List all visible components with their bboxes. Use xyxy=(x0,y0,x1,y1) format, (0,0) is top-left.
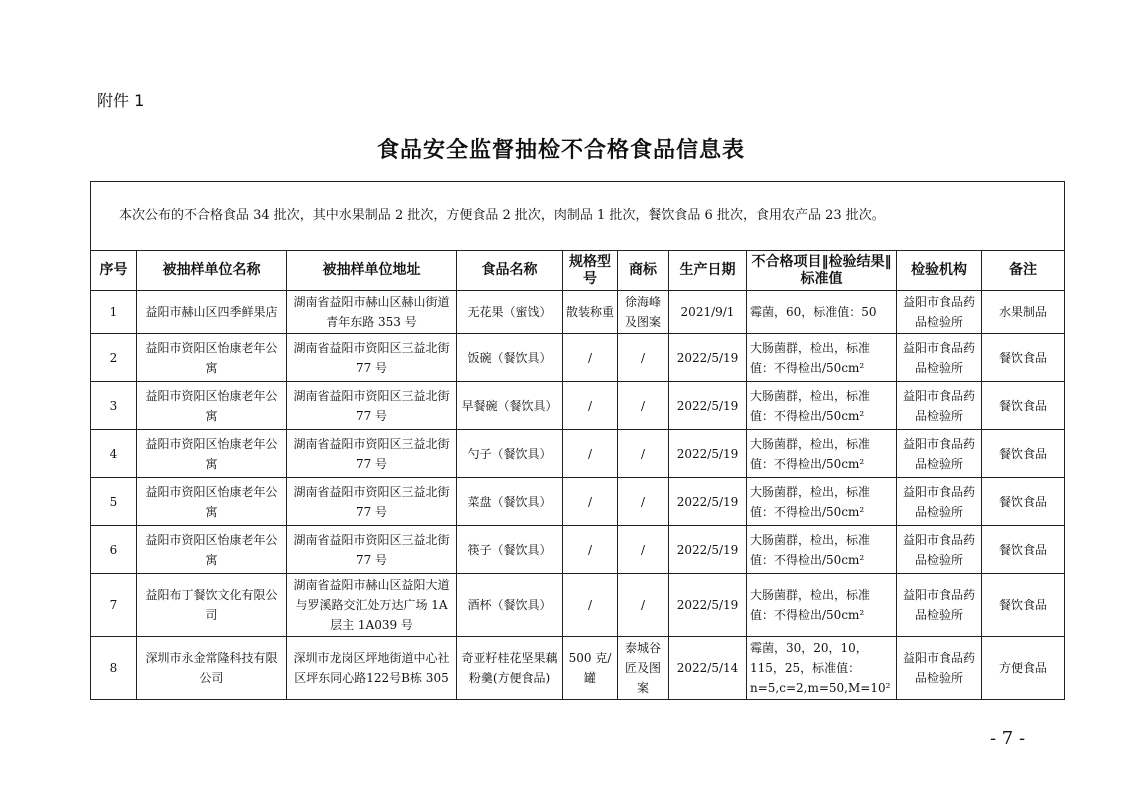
cell-unit-name: 深圳市永金常隆科技有限公司 xyxy=(137,637,287,700)
cell-index: 8 xyxy=(91,637,137,700)
cell-failed-item: 霉菌，60，标准值：50 xyxy=(747,291,897,334)
column-header: 被抽样单位地址 xyxy=(287,251,457,291)
cell-food-name: 奇亚籽桂花坚果藕粉羹(方便食品) xyxy=(457,637,563,700)
cell-failed-item: 大肠菌群，检出，标准值：不得检出/50cm² xyxy=(747,430,897,478)
cell-unit-address: 深圳市龙岗区坪地街道中心社区坪东同心路122号B栋 305 xyxy=(287,637,457,700)
cell-inspection-agency: 益阳市食品药品检验所 xyxy=(897,334,982,382)
cell-trademark: 徐海峰及图案 xyxy=(618,291,669,334)
table-row xyxy=(91,574,1065,637)
cell-unit-name: 益阳市资阳区怡康老年公寓 xyxy=(137,382,287,430)
attachment-label: 附件 1 xyxy=(97,91,145,110)
summary-text: 本次公布的不合格食品 34 批次，其中水果制品 2 批次，方便食品 2 批次，肉制品 1 批次，餐饮食品 6 批次，食用农产品 23 批次。 xyxy=(91,182,1065,251)
cell-food-name: 勺子（餐饮具） xyxy=(457,430,563,478)
cell-unit-address: 湖南省益阳市赫山区赫山街道青年东路 353 号 xyxy=(287,291,457,334)
table-row xyxy=(91,526,1065,574)
cell-remark: 餐饮食品 xyxy=(982,382,1065,430)
cell-production-date: 2022/5/19 xyxy=(669,478,747,526)
cell-food-name: 酒杯（餐饮具） xyxy=(457,574,563,637)
cell-inspection-agency: 益阳市食品药品检验所 xyxy=(897,526,982,574)
cell-unit-address: 湖南省益阳市资阳区三益北街 77 号 xyxy=(287,430,457,478)
cell-unit-name: 益阳布丁餐饮文化有限公司 xyxy=(137,574,287,637)
cell-remark: 餐饮食品 xyxy=(982,334,1065,382)
column-header: 规格型号 xyxy=(563,251,618,291)
cell-food-name: 早餐碗（餐饮具） xyxy=(457,382,563,430)
cell-unit-address: 湖南省益阳市资阳区三益北街 77 号 xyxy=(287,478,457,526)
cell-unit-name: 益阳市资阳区怡康老年公寓 xyxy=(137,478,287,526)
cell-failed-item: 大肠菌群，检出，标准值：不得检出/50cm² xyxy=(747,478,897,526)
cell-trademark: / xyxy=(618,334,669,382)
cell-trademark: 泰城谷匠及图案 xyxy=(618,637,669,700)
cell-production-date: 2022/5/19 xyxy=(669,574,747,637)
column-header: 序号 xyxy=(91,251,137,291)
column-header: 商标 xyxy=(618,251,669,291)
column-header: 备注 xyxy=(982,251,1065,291)
column-header: 被抽样单位名称 xyxy=(137,251,287,291)
table-row xyxy=(91,478,1065,526)
cell-remark: 餐饮食品 xyxy=(982,478,1065,526)
cell-unit-name: 益阳市资阳区怡康老年公寓 xyxy=(137,334,287,382)
cell-spec: / xyxy=(563,478,618,526)
cell-inspection-agency: 益阳市食品药品检验所 xyxy=(897,637,982,700)
cell-inspection-agency: 益阳市食品药品检验所 xyxy=(897,478,982,526)
cell-inspection-agency: 益阳市食品药品检验所 xyxy=(897,574,982,637)
cell-index: 5 xyxy=(91,478,137,526)
cell-failed-item: 大肠菌群，检出，标准值：不得检出/50cm² xyxy=(747,382,897,430)
table-row xyxy=(91,334,1065,382)
cell-trademark: / xyxy=(618,478,669,526)
cell-remark: 水果制品 xyxy=(982,291,1065,334)
cell-remark: 餐饮食品 xyxy=(982,430,1065,478)
cell-spec: / xyxy=(563,334,618,382)
cell-inspection-agency: 益阳市食品药品检验所 xyxy=(897,382,982,430)
cell-trademark: / xyxy=(618,382,669,430)
cell-trademark: / xyxy=(618,574,669,637)
unqualified-food-table xyxy=(90,181,1065,700)
cell-production-date: 2022/5/19 xyxy=(669,334,747,382)
cell-failed-item: 霉菌，30，20，10，115，25，标准值：n=5,c=2,m=50,M=10² xyxy=(747,637,897,700)
cell-index: 7 xyxy=(91,574,137,637)
cell-food-name: 饭碗（餐饮具） xyxy=(457,334,563,382)
cell-production-date: 2022/5/19 xyxy=(669,430,747,478)
table-row xyxy=(91,291,1065,334)
cell-index: 1 xyxy=(91,291,137,334)
cell-unit-address: 湖南省益阳市资阳区三益北街 77 号 xyxy=(287,382,457,430)
cell-unit-name: 益阳市资阳区怡康老年公寓 xyxy=(137,430,287,478)
cell-spec: / xyxy=(563,430,618,478)
cell-failed-item: 大肠菌群，检出，标准值：不得检出/50cm² xyxy=(747,334,897,382)
cell-remark: 餐饮食品 xyxy=(982,526,1065,574)
table-header-row xyxy=(91,251,1065,291)
table-row xyxy=(91,430,1065,478)
cell-production-date: 2022/5/19 xyxy=(669,526,747,574)
table-row xyxy=(91,637,1065,700)
cell-unit-address: 湖南省益阳市资阳区三益北街 77 号 xyxy=(287,334,457,382)
cell-production-date: 2021/9/1 xyxy=(669,291,747,334)
cell-spec: / xyxy=(563,382,618,430)
table-row xyxy=(91,382,1065,430)
cell-index: 4 xyxy=(91,430,137,478)
cell-food-name: 无花果（蜜饯） xyxy=(457,291,563,334)
cell-index: 6 xyxy=(91,526,137,574)
cell-trademark: / xyxy=(618,430,669,478)
cell-food-name: 菜盘（餐饮具） xyxy=(457,478,563,526)
page-title: 食品安全监督抽检不合格食品信息表 xyxy=(376,138,745,163)
cell-spec: / xyxy=(563,574,618,637)
cell-unit-name: 益阳市赫山区四季鲜果店 xyxy=(137,291,287,334)
cell-production-date: 2022/5/19 xyxy=(669,382,747,430)
cell-spec: / xyxy=(563,526,618,574)
cell-production-date: 2022/5/14 xyxy=(669,637,747,700)
cell-trademark: / xyxy=(618,526,669,574)
cell-spec: 散装称重 xyxy=(563,291,618,334)
cell-failed-item: 大肠菌群，检出，标准值：不得检出/50cm² xyxy=(747,526,897,574)
cell-remark: 方便食品 xyxy=(982,637,1065,700)
column-header: 检验机构 xyxy=(897,251,982,291)
cell-inspection-agency: 益阳市食品药品检验所 xyxy=(897,291,982,334)
cell-unit-address: 湖南省益阳市赫山区益阳大道与罗溪路交汇处万达广场 1A 层主 1A039 号 xyxy=(287,574,457,637)
cell-index: 3 xyxy=(91,382,137,430)
page-number: - 7 - xyxy=(990,728,1026,749)
cell-food-name: 筷子（餐饮具） xyxy=(457,526,563,574)
column-header: 不合格项目‖检验结果‖标准值 xyxy=(747,251,897,291)
cell-remark: 餐饮食品 xyxy=(982,574,1065,637)
cell-spec: 500 克/罐 xyxy=(563,637,618,700)
cell-unit-address: 湖南省益阳市资阳区三益北街 77 号 xyxy=(287,526,457,574)
column-header: 生产日期 xyxy=(669,251,747,291)
cell-failed-item: 大肠菌群，检出，标准值：不得检出/50cm² xyxy=(747,574,897,637)
column-header: 食品名称 xyxy=(457,251,563,291)
cell-index: 2 xyxy=(91,334,137,382)
cell-inspection-agency: 益阳市食品药品检验所 xyxy=(897,430,982,478)
cell-unit-name: 益阳市资阳区怡康老年公寓 xyxy=(137,526,287,574)
